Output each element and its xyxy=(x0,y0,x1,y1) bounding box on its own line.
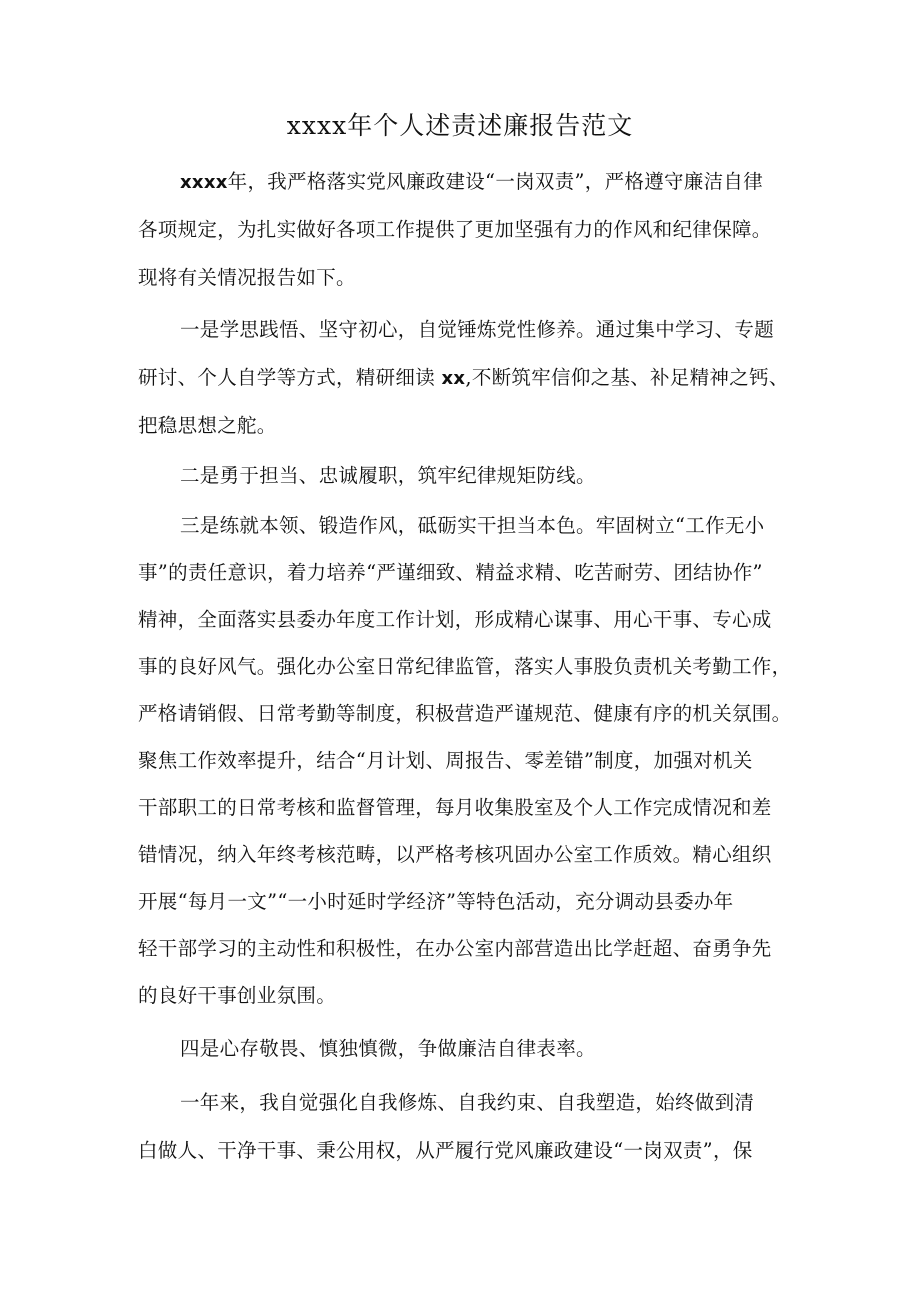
paragraph-line: 三是练就本领、锻造作风，砥砺实干担当本色。牢固树立“工作无小 xyxy=(180,514,765,537)
paragraph-line: 严格请销假、日常考勤等制度，积极营造严谨规范、健康有序的机关氛围。 xyxy=(138,702,792,725)
paragraph-line: 开展“每月一文”“一小时延时学经济”等特色活动，充分调动县委办年 xyxy=(138,890,734,913)
paragraph-line: 事”的责任意识，着力培养“严谨细致、精益求精、吃苦耐劳、团结协作” xyxy=(138,561,763,584)
paragraph-line: 现将有关情况报告如下。 xyxy=(138,266,356,289)
paragraph-line: 事的良好风气。强化办公室日常纪律监管，落实人事股负责机关考勤工作， xyxy=(138,655,792,678)
paragraph-line: 一年来，我自觉强化自我修炼、自我约束、自我塑造，始终做到清 xyxy=(180,1091,755,1114)
paragraph-line: 一是学思践悟、坚守初心，自觉锤炼党性修养。通过集中学习、专题 xyxy=(180,318,775,341)
paragraph-line: 聚焦工作效率提升，结合“月计划、周报告、零差错”制度，加强对机关 xyxy=(138,749,753,772)
paragraph-line: 各项规定，为扎实做好各项工作提供了更加坚强有力的作风和纪律保障。 xyxy=(138,218,772,241)
bold-xx: xx xyxy=(441,368,466,389)
document-title: xxxx年个人述责述廉报告范文 xyxy=(286,111,634,140)
paragraph-line: 精神，全面落实县委办年度工作计划，形成精心谋事、用心干事、专心成 xyxy=(138,608,772,631)
paragraph-line: 轻干部学习的主动性和积极性，在办公室内部营造出比学赶超、奋勇争先 xyxy=(138,937,772,960)
paragraph-line: xxxx年，我严格落实党风廉政建设“一岗双责”，严格遵守廉洁自律 xyxy=(180,170,763,193)
paragraph-line: 干部职工的日常考核和监督管理，每月收集股室及个人工作完成情况和差 xyxy=(138,796,772,819)
paragraph-line: 四是心存敬畏、慎独慎微，争做廉洁自律表率。 xyxy=(180,1037,596,1060)
paragraph-line: 二是勇于担当、忠诚履职，筑牢纪律规矩防线。 xyxy=(180,464,596,487)
bold-year: xxxx xyxy=(180,172,228,193)
paragraph-line: 研讨、个人自学等方式，精研细读 xx,不断筑牢信仰之基、补足精神之钙、 xyxy=(138,366,789,389)
paragraph-line: 把稳思想之舵。 xyxy=(138,414,277,437)
paragraph-line: 白做人、干净干事、秉公用权，从严履行党风廉政建设“一岗双责”，保 xyxy=(138,1139,753,1162)
paragraph-line: 错情况，纳入年终考核范畴，以严格考核巩固办公室工作质效。精心组织 xyxy=(138,843,772,866)
paragraph-line: 的良好干事创业氛围。 xyxy=(138,984,337,1007)
